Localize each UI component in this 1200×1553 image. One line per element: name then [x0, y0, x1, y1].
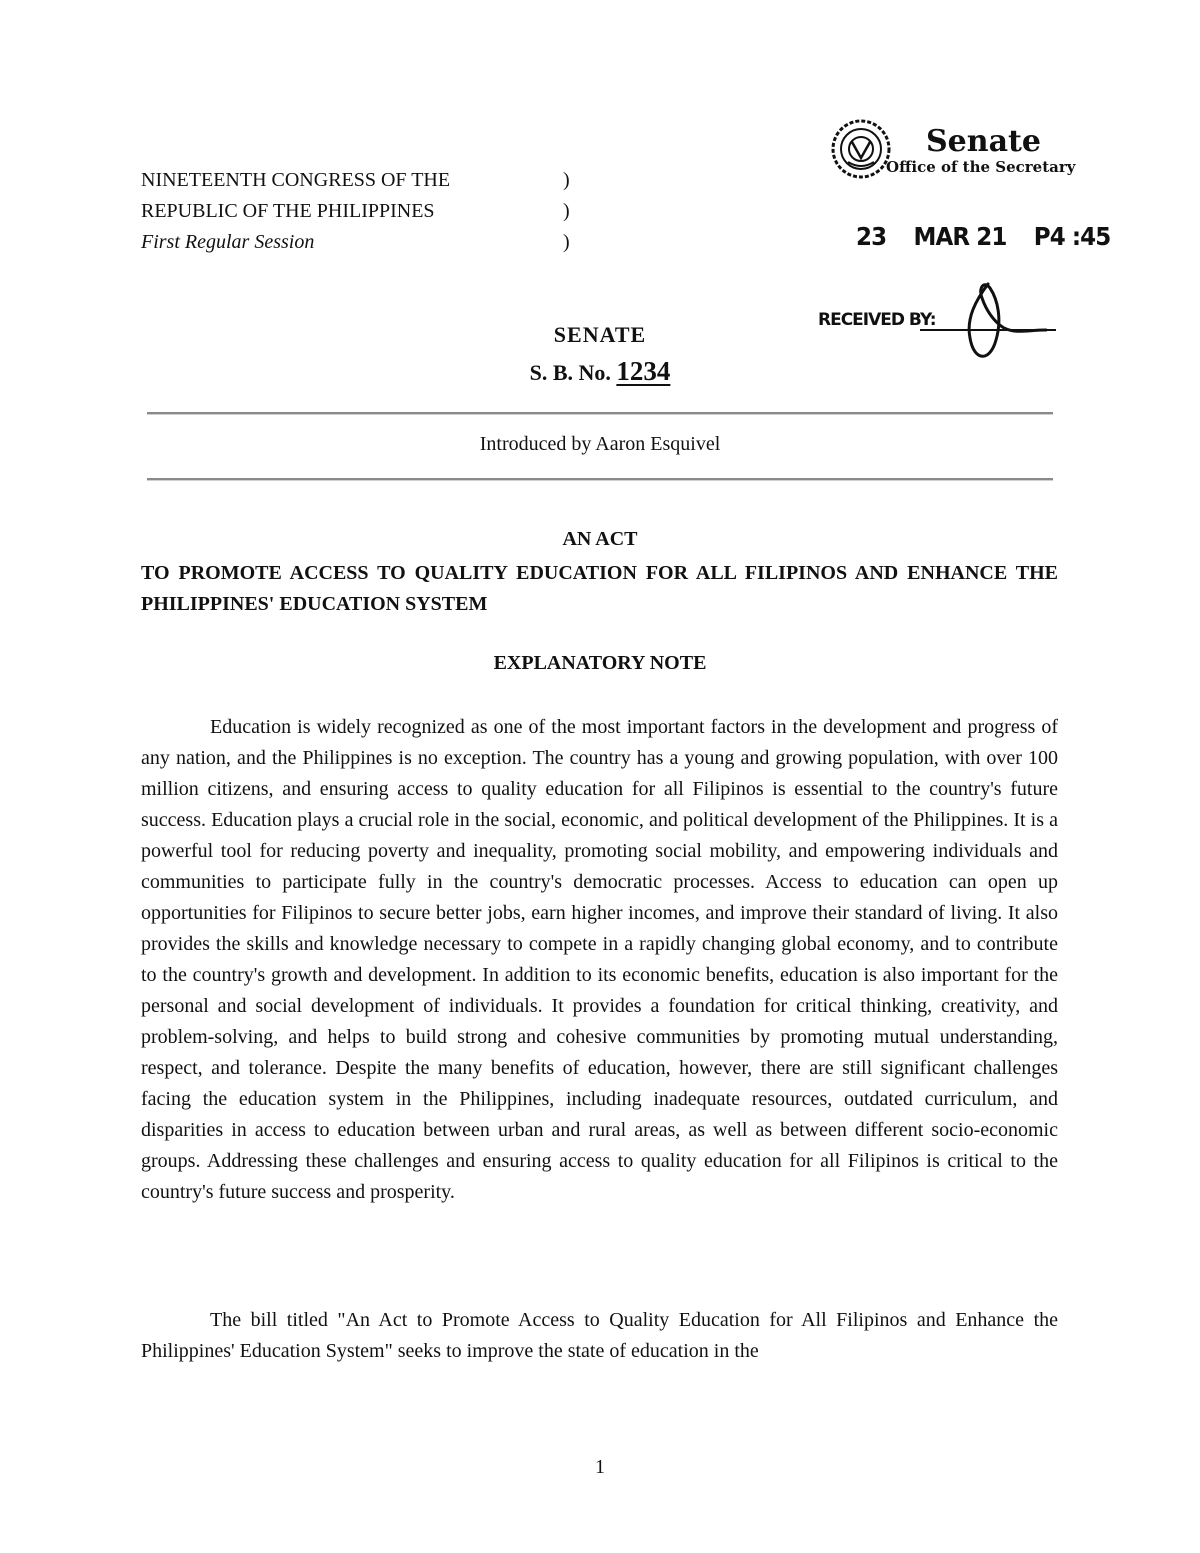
congress-line-1-text: NINETEENTH CONGRESS OF THE [141, 169, 451, 191]
congress-line-2-text: REPUBLIC OF THE PHILIPPINES [141, 200, 435, 222]
stamp-date-day: 23 [856, 222, 887, 251]
explanatory-note-heading: EXPLANATORY NOTE [493, 652, 707, 674]
paren: ) [563, 169, 570, 191]
session-text: First Regular Session [141, 231, 315, 253]
explanatory-paragraph-1: Education is widely recognized as one of the most important factors in the development and progress of any nation, and the Philippines is no exception. The country has a young and growing population, with over 100 million citizens, and ensuring access to quality education for all Filipinos is essential to the country's future success. Education plays a crucial role in the social, economic, and political development of the Philippines. It is a powerful tool for reducing poverty and inequality, promoting social mobility, and empowering individuals and communities to participate fully in the country's democratic processes. Access to education can open up opportunities for Filipinos to secure better jobs, earn higher incomes, and improve their standard of living. It also provides the skills and knowledge necessary to compete in a rapidly changing global economy, and to contribute to the country's growth and development. In addition to its economic benefits, education is also important for the personal and social development of individuals. It provides a foundation for critical thinking, creativity, and problem-solving, and helps to build strong and cohesive communities by promoting mutual understanding, respect, and tolerance. Despite the many benefits of education, however, there are still significant challenges facing the education system in the Philippines, including inadequate resources, outdated curriculum, and disparities in access to education between urban and rural areas, as well as between different socio-economic groups. Addressing these challenges and ensuring access to quality education for all Filipinos is critical to the country's future success and prosperity. [141, 716, 1058, 1203]
act-title: TO PROMOTE ACCESS TO QUALITY EDUCATION FOR ALL FILIPINOS AND ENHANCE THE PHILIPPINES' EDUCATION SYSTEM [141, 562, 1058, 615]
stamp-date-time: P4 :45 [1033, 222, 1111, 251]
stamp-office: Office of the Secretary [886, 158, 1076, 176]
page-number: 1 [595, 1456, 605, 1478]
congress-line-1 [141, 168, 570, 192]
divider-bottom [147, 478, 1053, 481]
introduced-by: Introduced by Aaron Esquivel [479, 433, 721, 455]
bill-number-value: 1234 [616, 356, 671, 386]
paren: ) [563, 231, 570, 253]
stamp-date-month: MAR 21 [913, 222, 1007, 251]
bill-number [0, 356, 1200, 387]
stamp-title: Senate [926, 124, 1041, 159]
divider-top [147, 412, 1053, 415]
bill-number-prefix: S. B. No. [529, 360, 611, 385]
congress-line-2 [141, 199, 570, 223]
stamp-received-label: RECEIVED BY: [818, 310, 936, 330]
stamp-date [856, 222, 1131, 251]
senate-seal-icon [830, 118, 892, 180]
paren: ) [563, 200, 570, 222]
explanatory-paragraph-2: The bill titled "An Act to Promote Access to Quality Education for All Filipinos and Enhance the Philippines' Education System" seeks to improve the state of education in the [141, 1309, 1058, 1362]
chamber-title: SENATE [553, 322, 647, 347]
act-heading: AN ACT [562, 528, 638, 550]
session-line [141, 230, 570, 254]
